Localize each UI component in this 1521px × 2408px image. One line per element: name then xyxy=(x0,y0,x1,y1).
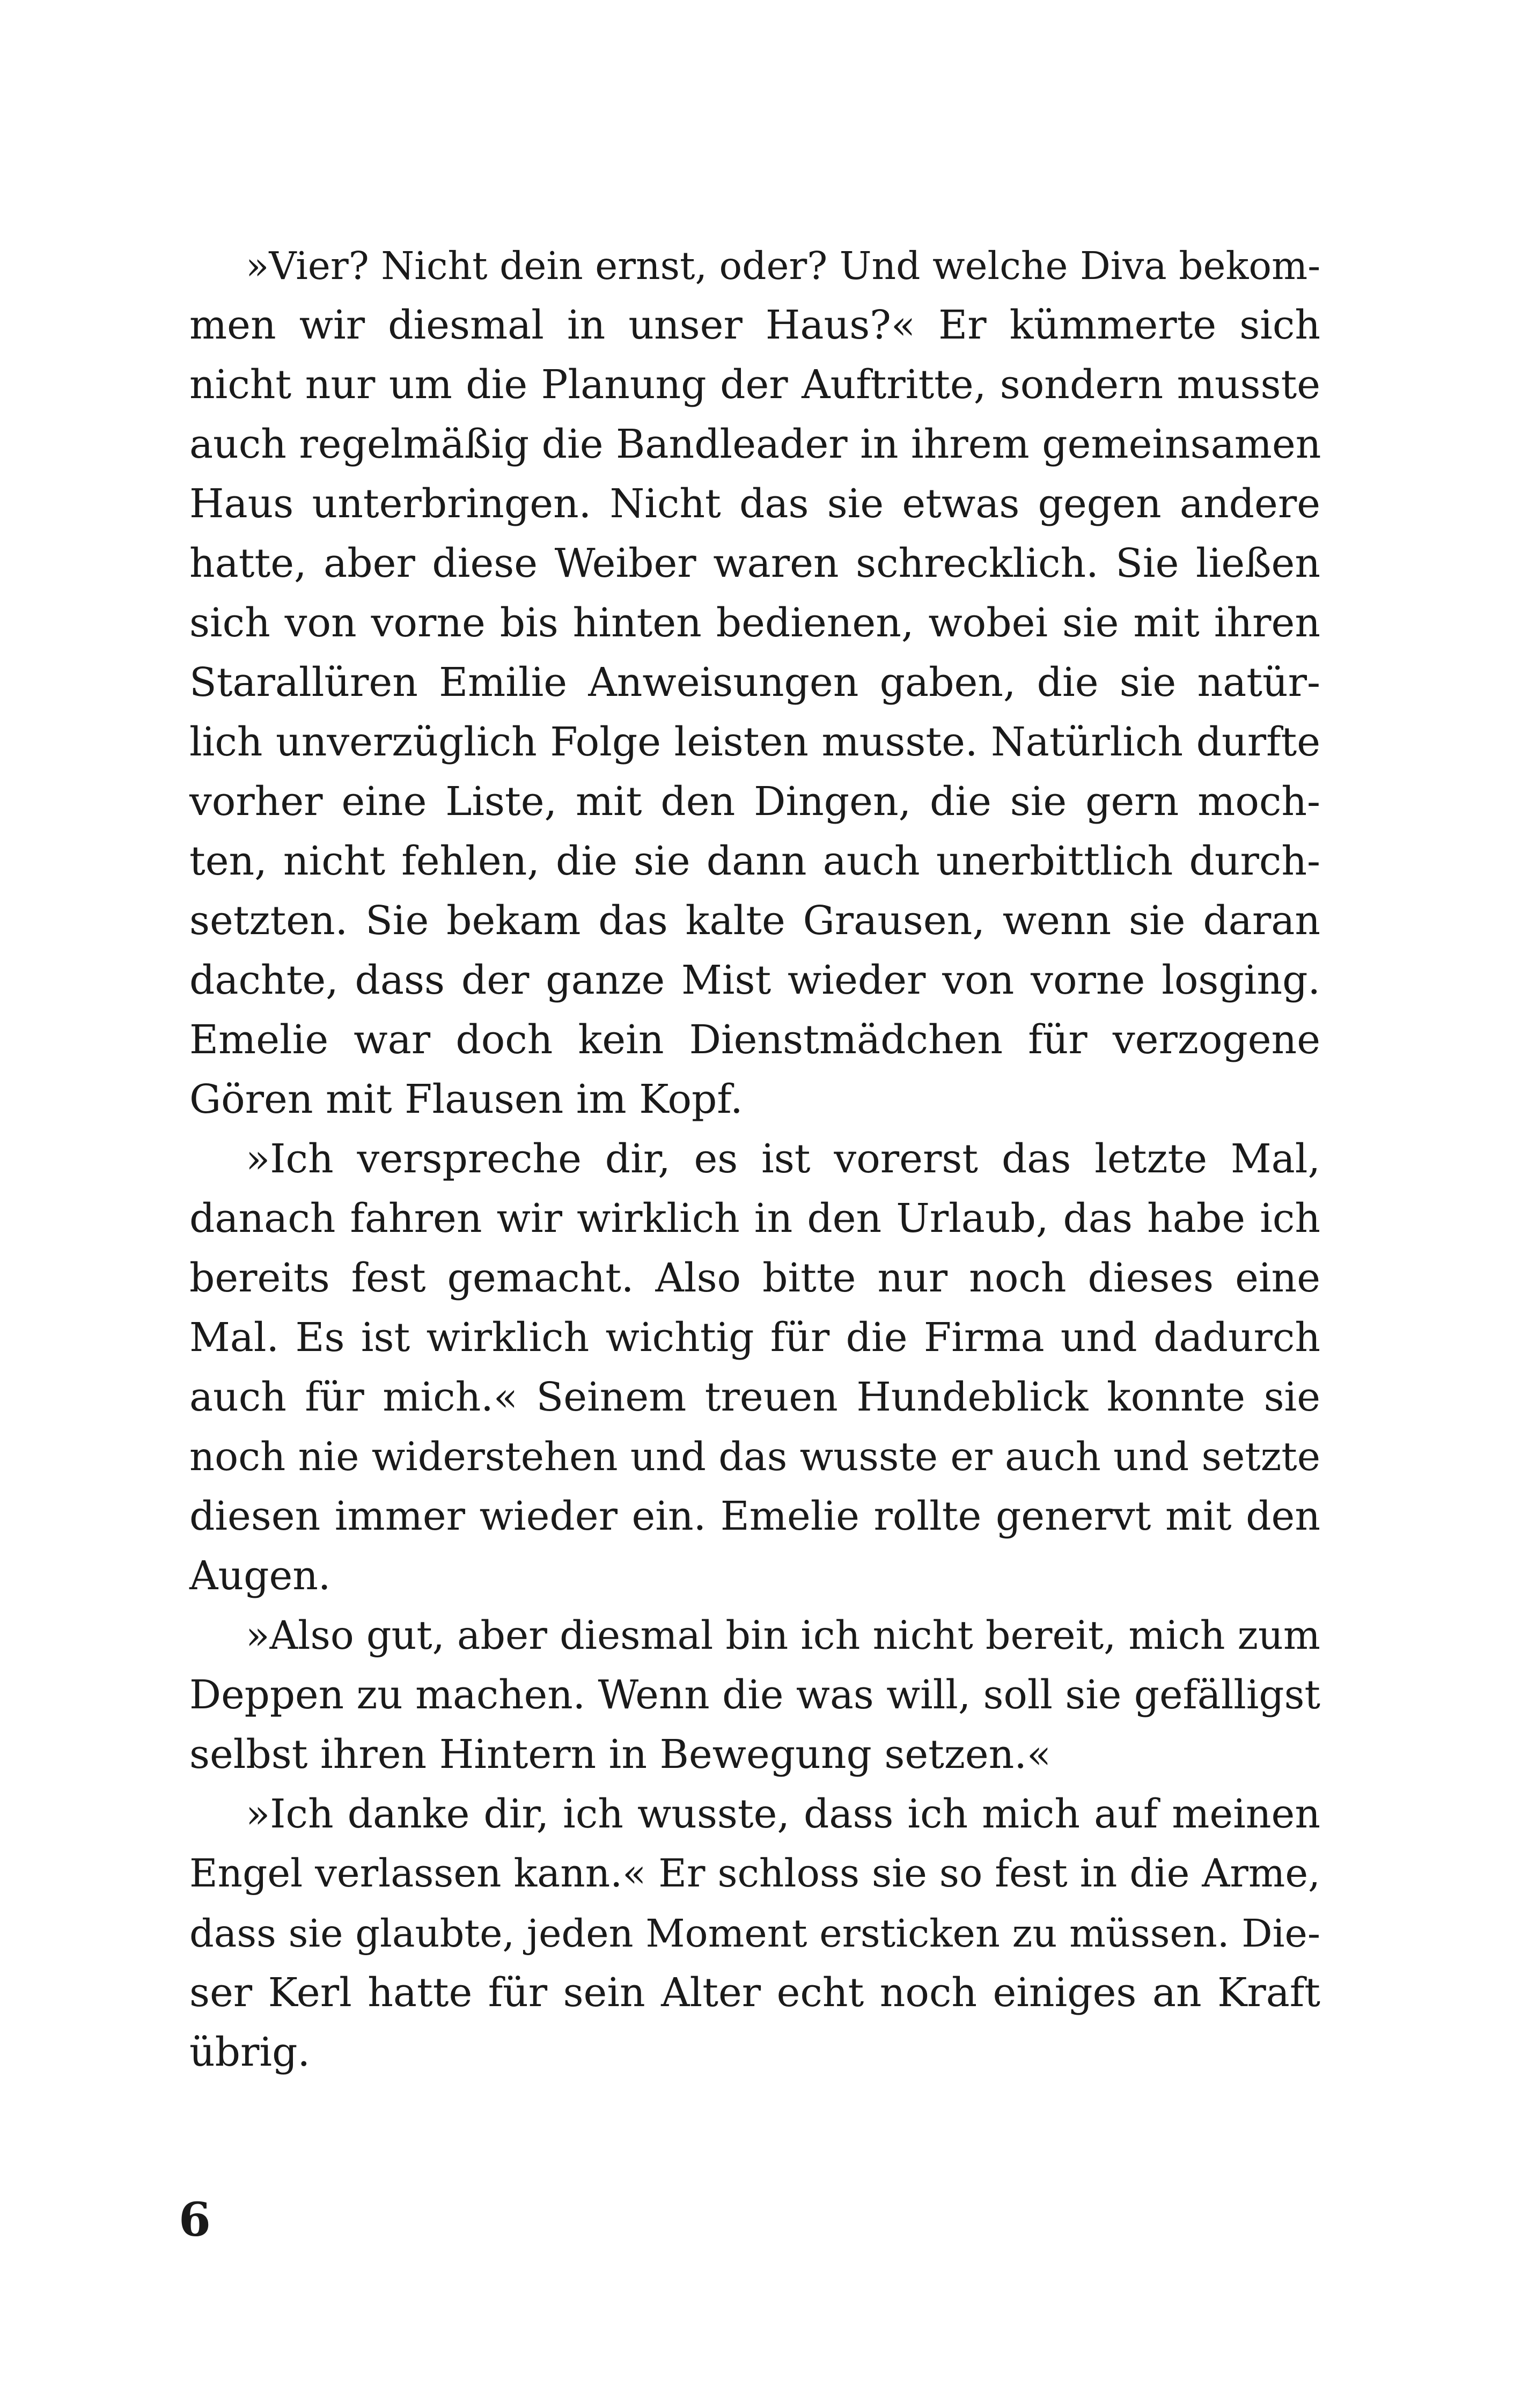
text-line: noch nie widerstehen und das wusste er auch und setzte xyxy=(189,1434,1320,1480)
text-line: ten, nicht fehlen, die sie dann auch unerbittlich durch- xyxy=(189,838,1320,884)
text-line: dachte, dass der ganze Mist wieder von vorne losging. xyxy=(189,957,1320,1003)
body-text xyxy=(189,236,1320,2082)
text-line: sich von vorne bis hinten bedienen, wobei sie mit ihren xyxy=(189,600,1320,646)
text-line: lich unverzüglich Folge leisten musste. Natürlich durfte xyxy=(189,719,1320,765)
text-line: diesen immer wieder ein. Emelie rollte genervt mit den xyxy=(189,1493,1320,1539)
text-line: »Vier? Nicht dein ernst, oder? Und welche Diva bekom- xyxy=(246,244,1321,288)
text-line: men wir diesmal in unser Haus?« Er kümmerte sich xyxy=(189,302,1320,348)
text-line: ser Kerl hatte für sein Alter echt noch einiges an Kraft xyxy=(189,1970,1320,2016)
text-line: setzten. Sie bekam das kalte Grausen, wenn sie daran xyxy=(189,898,1320,944)
text-line: »Ich danke dir, ich wusste, dass ich mich auf meinen xyxy=(246,1791,1320,1837)
text-line: Deppen zu machen. Wenn die was will, soll sie gefälligst xyxy=(189,1672,1320,1718)
text-line: Haus unterbringen. Nicht das sie etwas gegen andere xyxy=(189,481,1320,527)
text-line: vorher eine Liste, mit den Dingen, die sie gern moch- xyxy=(189,779,1320,825)
text-line: »Also gut, aber diesmal bin ich nicht bereit, mich zum xyxy=(246,1613,1320,1658)
text-line: Augen. xyxy=(189,1553,331,1599)
text-line: Starallüren Emilie Anweisungen gaben, die sie natür- xyxy=(189,659,1320,706)
text-line: selbst ihren Hintern in Bewegung setzen.« xyxy=(189,1731,1052,1778)
text-line: Engel verlassen kann.« Er schloss sie so fest in die Arme, xyxy=(189,1851,1320,1896)
text-line: Mal. Es ist wirklich wichtig für die Firma und dadurch xyxy=(189,1315,1320,1361)
text-line: bereits fest gemacht. Also bitte nur noch dieses eine xyxy=(189,1255,1320,1301)
text-line: nicht nur um die Planung der Auftritte, sondern musste xyxy=(189,362,1320,408)
text-line: »Ich verspreche dir, es ist vorerst das letzte Mal, xyxy=(246,1136,1320,1182)
text-line: übrig. xyxy=(189,2029,310,2075)
text-line: Emelie war doch kein Dienstmädchen für verzogene xyxy=(189,1017,1320,1063)
text-line: auch regelmäßig die Bandleader in ihrem gemeinsamen xyxy=(189,421,1321,467)
text-line: dass sie glaubte, jeden Moment ersticken zu müssen. Die- xyxy=(189,1911,1320,1956)
text-line: hatte, aber diese Weiber waren schrecklich. Sie ließen xyxy=(189,540,1320,586)
page-number: 6 xyxy=(179,2193,211,2247)
text-line: Gören mit Flausen im Kopf. xyxy=(189,1076,743,1122)
text-line: auch für mich.« Seinem treuen Hundeblick konnte sie xyxy=(189,1374,1320,1420)
text-line: danach fahren wir wirklich in den Urlaub, das habe ich xyxy=(189,1195,1320,1242)
